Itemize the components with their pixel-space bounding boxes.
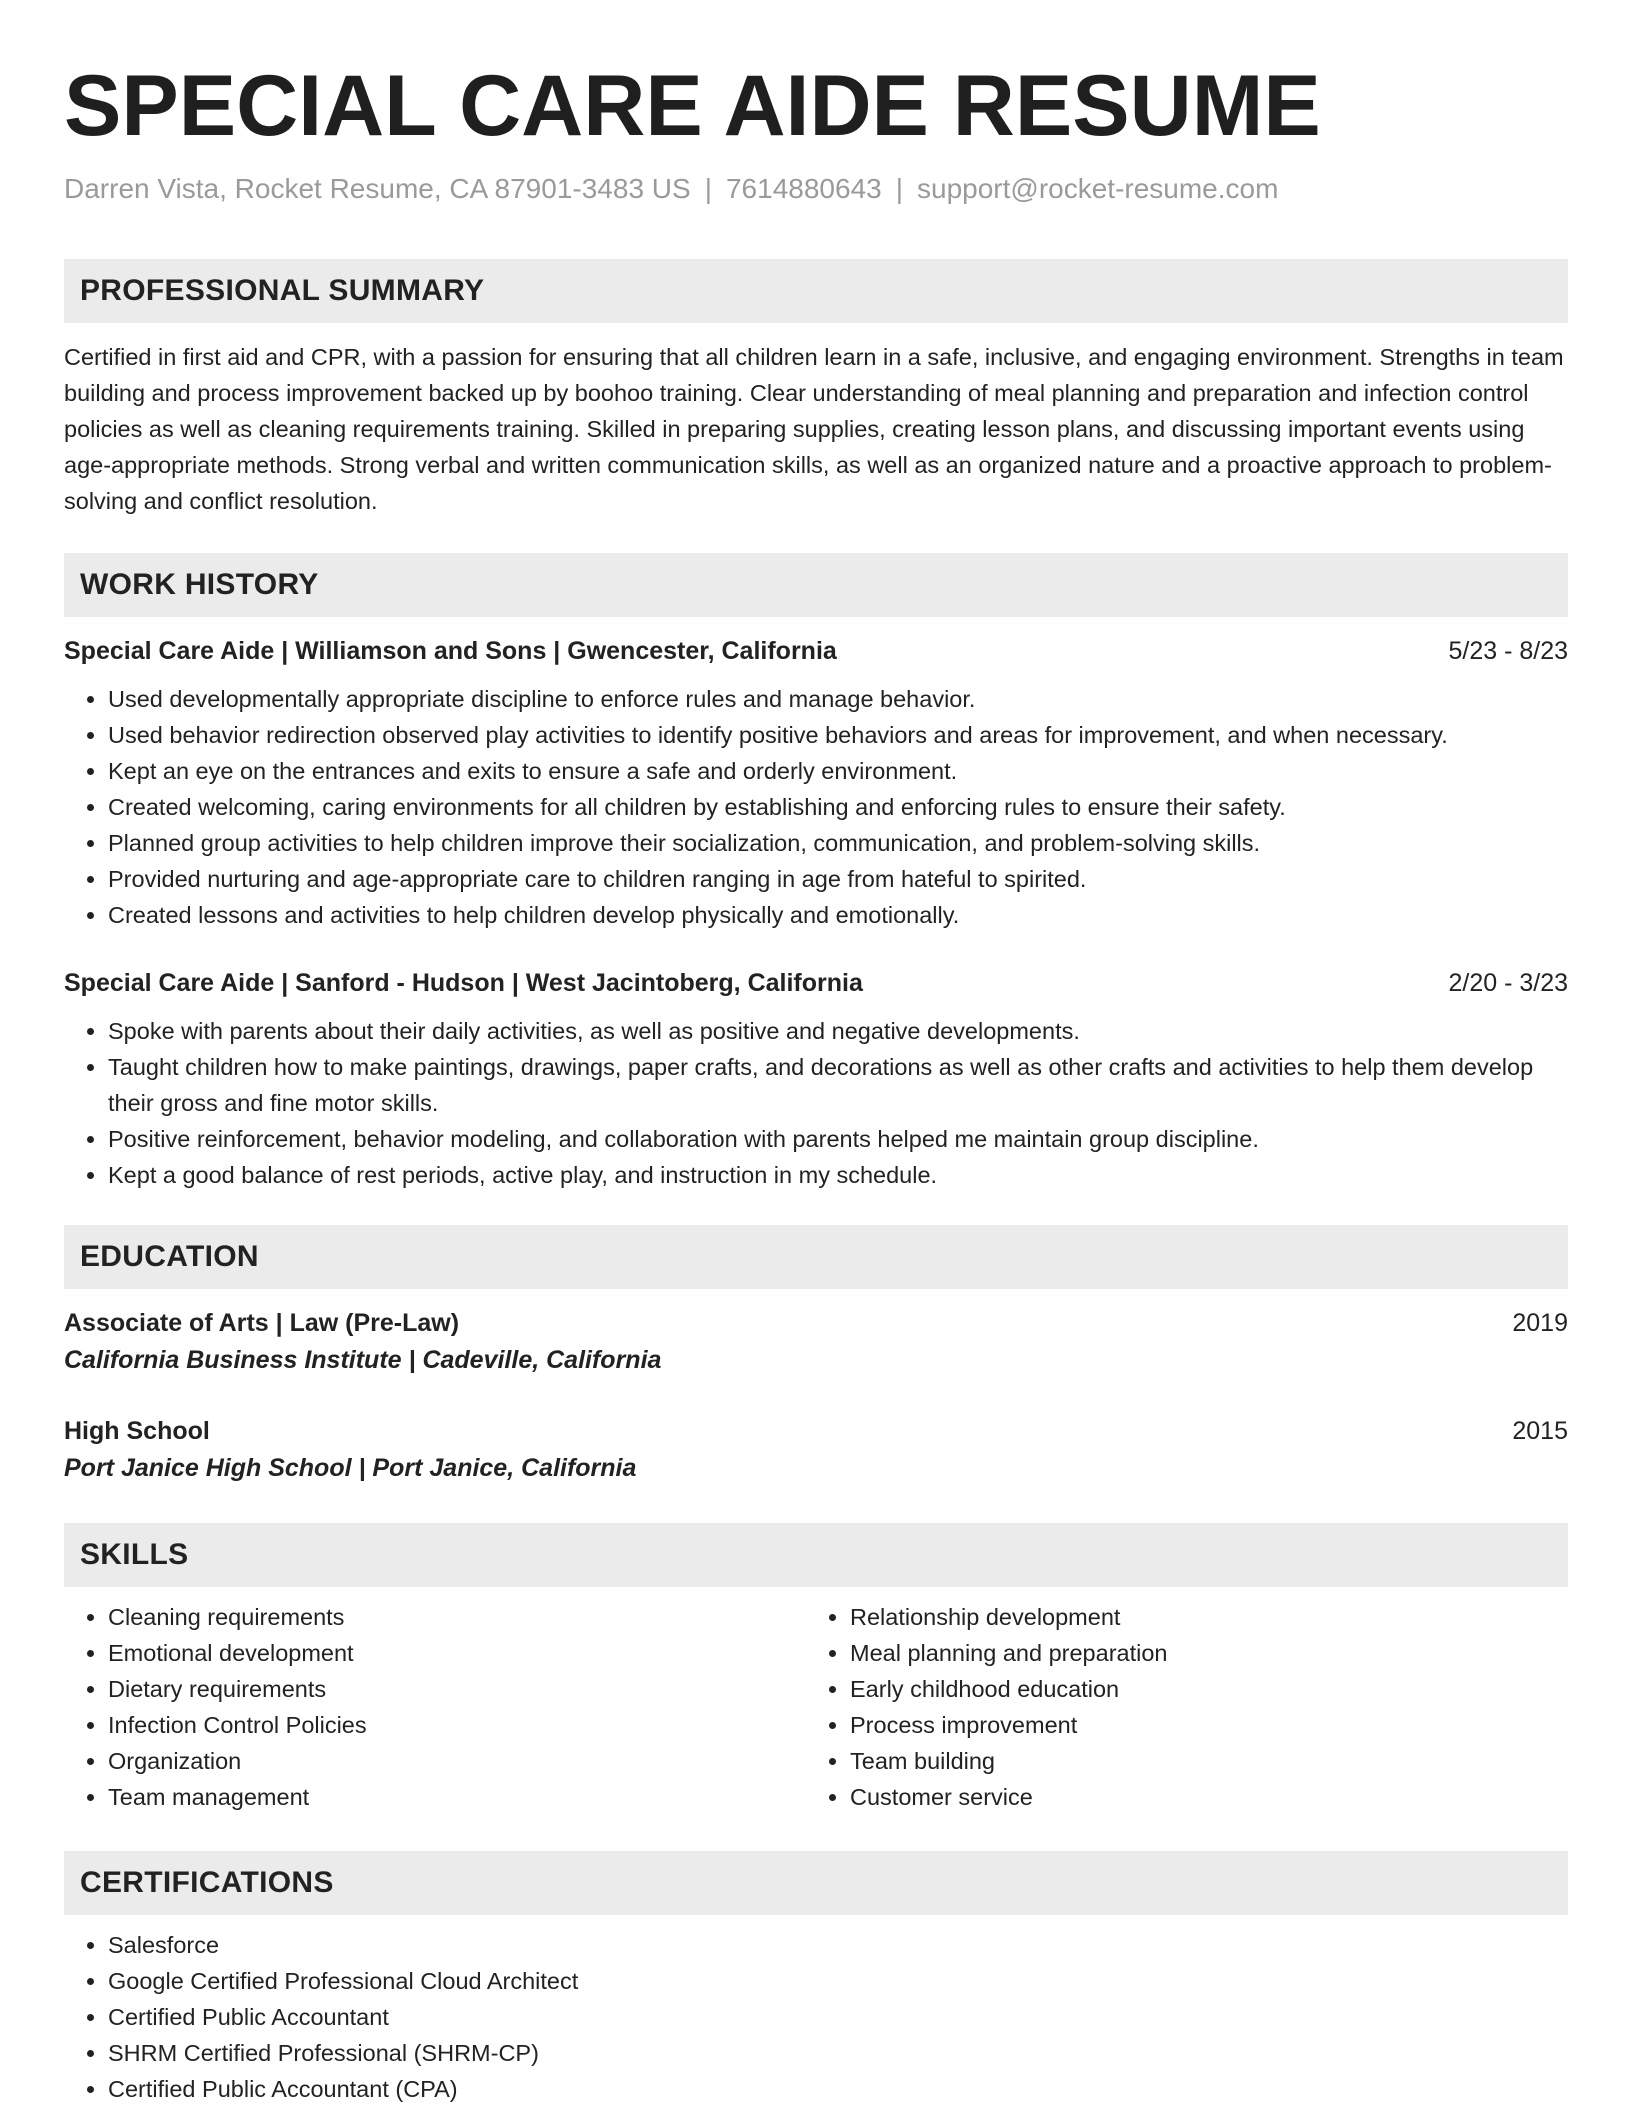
skill-item: • Team management (108, 1779, 806, 1815)
certifications-list (64, 1927, 1568, 2107)
skill-item: • Meal planning and preparation (850, 1635, 1548, 1671)
job-bullet: • Used behavior redirection observed play activities to identify positive behaviors and areas for improvement, and when necessary. (108, 717, 1568, 753)
education-school: Port Janice High School | Port Janice, California (64, 1454, 637, 1482)
job-bullet: • Created lessons and activities to help children develop physically and emotionally. (108, 897, 1568, 933)
education-year: 2019 (1512, 1309, 1568, 1337)
contact-separator: | (704, 173, 712, 204)
education-degree: Associate of Arts | Law (Pre-Law) (64, 1309, 460, 1337)
contact-email: support@rocket-resume.com (917, 173, 1279, 204)
skill-item: • Customer service (850, 1779, 1548, 1815)
job-bullet: • Provided nurturing and age-appropriate care to children ranging in age from hateful to spirited. (108, 861, 1568, 897)
job-bullets (64, 681, 1568, 933)
job-bullet: • Taught children how to make paintings, drawings, paper crafts, and decorations as well as other crafts and activities to help them develop their gross and fine motor skills. (108, 1049, 1568, 1121)
job-bullet: • Spoke with parents about their daily activities, as well as positive and negative developments. (108, 1013, 1568, 1049)
job-bullet: • Created welcoming, caring environments for all children by establishing and enforcing rules to ensure their safety. (108, 789, 1568, 825)
skills-list (64, 1599, 1568, 1815)
job-header (64, 965, 1568, 1001)
job-bullet: • Planned group activities to help children improve their socialization, communication, and problem-solving skills. (108, 825, 1568, 861)
skill-item: • Organization (108, 1743, 806, 1779)
job-title: Special Care Aide | Williamson and Sons | Gwencester, California (64, 637, 837, 665)
section-heading-work-history: WORK HISTORY (64, 553, 1568, 617)
education-header (64, 1413, 1568, 1449)
contact-phone: 7614880643 (725, 173, 882, 204)
education-degree: High School (64, 1417, 210, 1445)
resume-page (64, 0, 1568, 2107)
certification-item: • Salesforce (108, 1927, 1568, 1963)
job-entry (64, 633, 1568, 933)
skill-item: • Team building (850, 1743, 1548, 1779)
skill-item: • Cleaning requirements (108, 1599, 806, 1635)
skills-column-right (806, 1599, 1548, 1815)
contact-address: Darren Vista, Rocket Resume, CA 87901-3483 US (64, 173, 691, 204)
section-heading-skills: SKILLS (64, 1523, 1568, 1587)
contact-separator: | (895, 173, 903, 204)
job-header (64, 633, 1568, 669)
skills-column-left (64, 1599, 806, 1815)
education-school: California Business Institute | Cadeville, California (64, 1346, 662, 1374)
job-bullet: • Used developmentally appropriate discipline to enforce rules and manage behavior. (108, 681, 1568, 717)
certification-item: • Google Certified Professional Cloud Architect (108, 1963, 1568, 1999)
contact-line (64, 172, 1568, 206)
job-bullets (64, 1013, 1568, 1193)
education-entry (64, 1413, 1568, 1487)
skill-item: • Dietary requirements (108, 1671, 806, 1707)
certification-item: • Certified Public Accountant (108, 1999, 1568, 2035)
job-bullet: • Kept an eye on the entrances and exits to ensure a safe and orderly environment. (108, 753, 1568, 789)
education-year: 2015 (1512, 1417, 1568, 1445)
job-bullet: • Kept a good balance of rest periods, active play, and instruction in my schedule. (108, 1157, 1568, 1193)
education-entry (64, 1305, 1568, 1379)
skill-item: • Emotional development (108, 1635, 806, 1671)
job-title: Special Care Aide | Sanford - Hudson | West Jacintoberg, California (64, 969, 863, 997)
section-heading-certifications: CERTIFICATIONS (64, 1851, 1568, 1915)
resume-title: SPECIAL CARE AIDE RESUME (64, 58, 1321, 154)
section-heading-summary: PROFESSIONAL SUMMARY (64, 259, 1568, 323)
section-heading-education: EDUCATION (64, 1225, 1568, 1289)
education-header (64, 1305, 1568, 1341)
job-bullet: • Positive reinforcement, behavior modeling, and collaboration with parents helped me maintain group discipline. (108, 1121, 1568, 1157)
skill-item: • Process improvement (850, 1707, 1548, 1743)
job-entry (64, 965, 1568, 1193)
certification-item: • SHRM Certified Professional (SHRM-CP) (108, 2035, 1568, 2071)
skill-item: • Early childhood education (850, 1671, 1548, 1707)
summary-text: Certified in first aid and CPR, with a passion for ensuring that all children learn in a safe, inclusive, and engaging environment. Strengths in team building and process improvement backed up by boohoo training. Clear understanding of meal planning and preparation and infection control policies as well as cleaning requirements training. Skilled in preparing supplies, creating lesson plans, and discussing important events using age-appropriate methods. Strong verbal and written communication skills, as well as an organized nature and a proactive approach to problem-solving and conflict resolution. (64, 344, 1564, 514)
skill-item: • Infection Control Policies (108, 1707, 806, 1743)
job-dates: 5/23 - 8/23 (1448, 637, 1568, 665)
certification-item: • Certified Public Accountant (CPA) (108, 2071, 1568, 2107)
job-dates: 2/20 - 3/23 (1448, 969, 1568, 997)
skill-item: • Relationship development (850, 1599, 1548, 1635)
